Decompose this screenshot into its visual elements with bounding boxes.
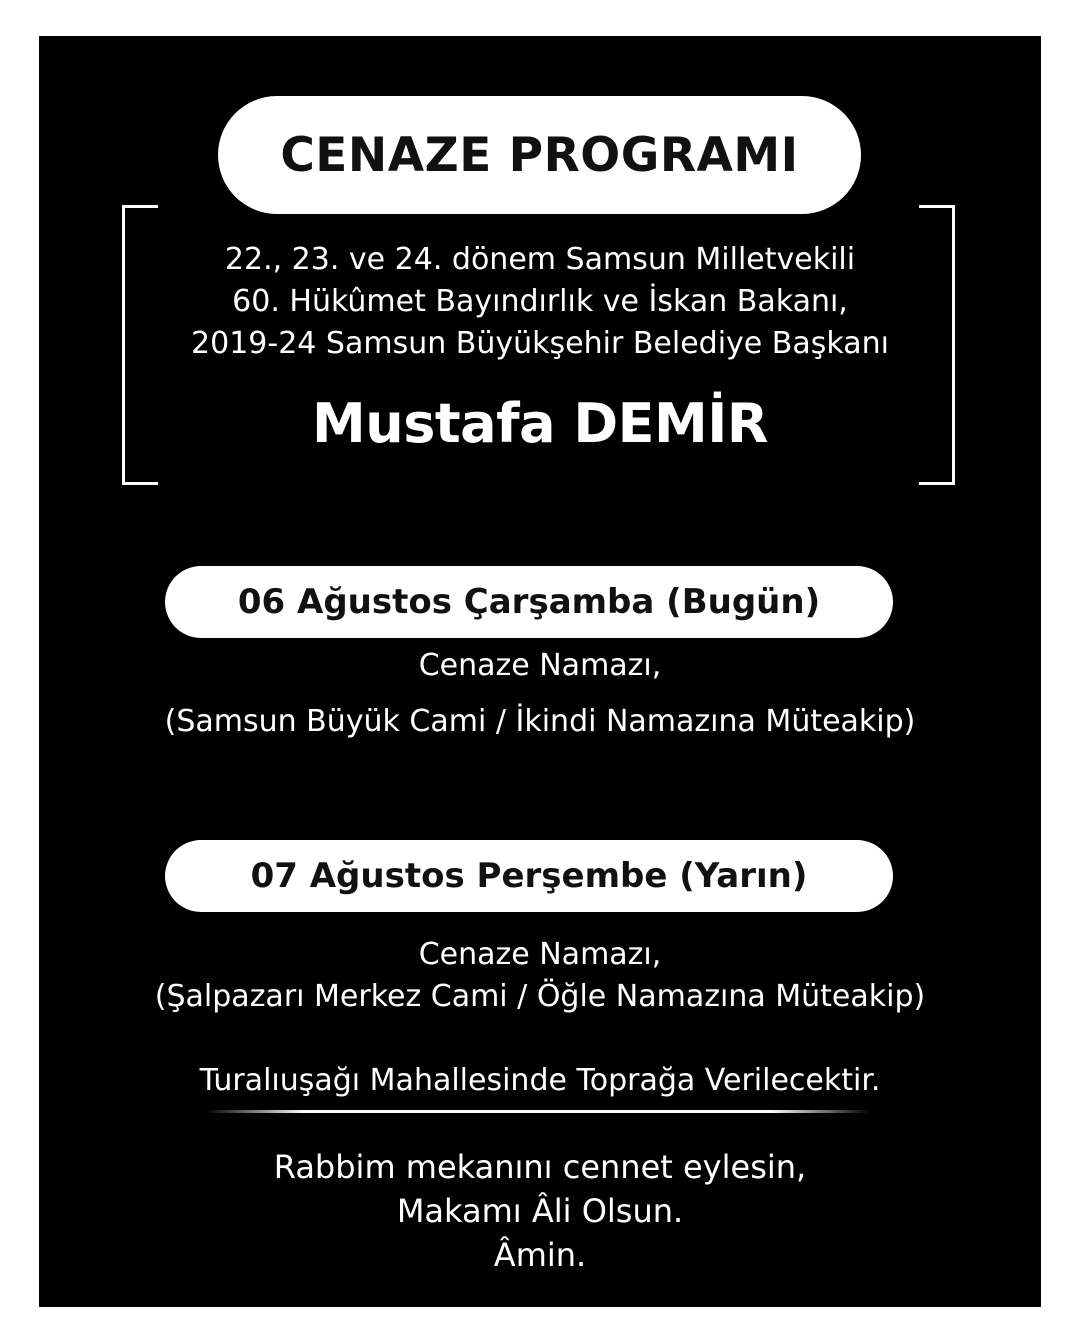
subtitle-line-2: 60. Hükûmet Bayındırlık ve İskan Bakanı, bbox=[232, 284, 848, 319]
event-1-line-2: (Samsun Büyük Cami / İkindi Namazına Müteakip) bbox=[164, 704, 916, 739]
event-2-line-2: (Şalpazarı Merkez Cami / Öğle Namazına Müteakip) bbox=[154, 979, 926, 1014]
event-2-line-1: Cenaze Namazı, bbox=[418, 937, 662, 972]
prayer-line-2: Makamı Âli Olsun. bbox=[396, 1192, 684, 1230]
burial-info: Turalıuşağı Mahallesinde Toprağa Verilecektir. bbox=[199, 1063, 881, 1098]
date-banner-2 bbox=[165, 840, 893, 912]
date-label-2: 07 Ağustos Perşembe (Yarın) bbox=[250, 856, 808, 896]
event-1-line-1: Cenaze Namazı, bbox=[418, 648, 662, 683]
date-banner-1 bbox=[165, 566, 893, 638]
page-title: CENAZE PROGRAMI bbox=[280, 127, 799, 183]
date-label-1: 06 Ağustos Çarşamba (Bugün) bbox=[237, 582, 821, 622]
prayer-line-3: Âmin. bbox=[493, 1236, 587, 1274]
subtitle-line-3: 2019-24 Samsun Büyükşehir Belediye Başkanı bbox=[191, 326, 889, 361]
deceased-name: Mustafa DEMİR bbox=[312, 392, 768, 455]
subtitle-line-1: 22., 23. ve 24. dönem Samsun Milletvekili bbox=[224, 242, 856, 277]
prayer-line-1: Rabbim mekanını cennet eylesin, bbox=[273, 1148, 807, 1186]
title-banner bbox=[218, 96, 861, 214]
divider bbox=[206, 1110, 870, 1113]
